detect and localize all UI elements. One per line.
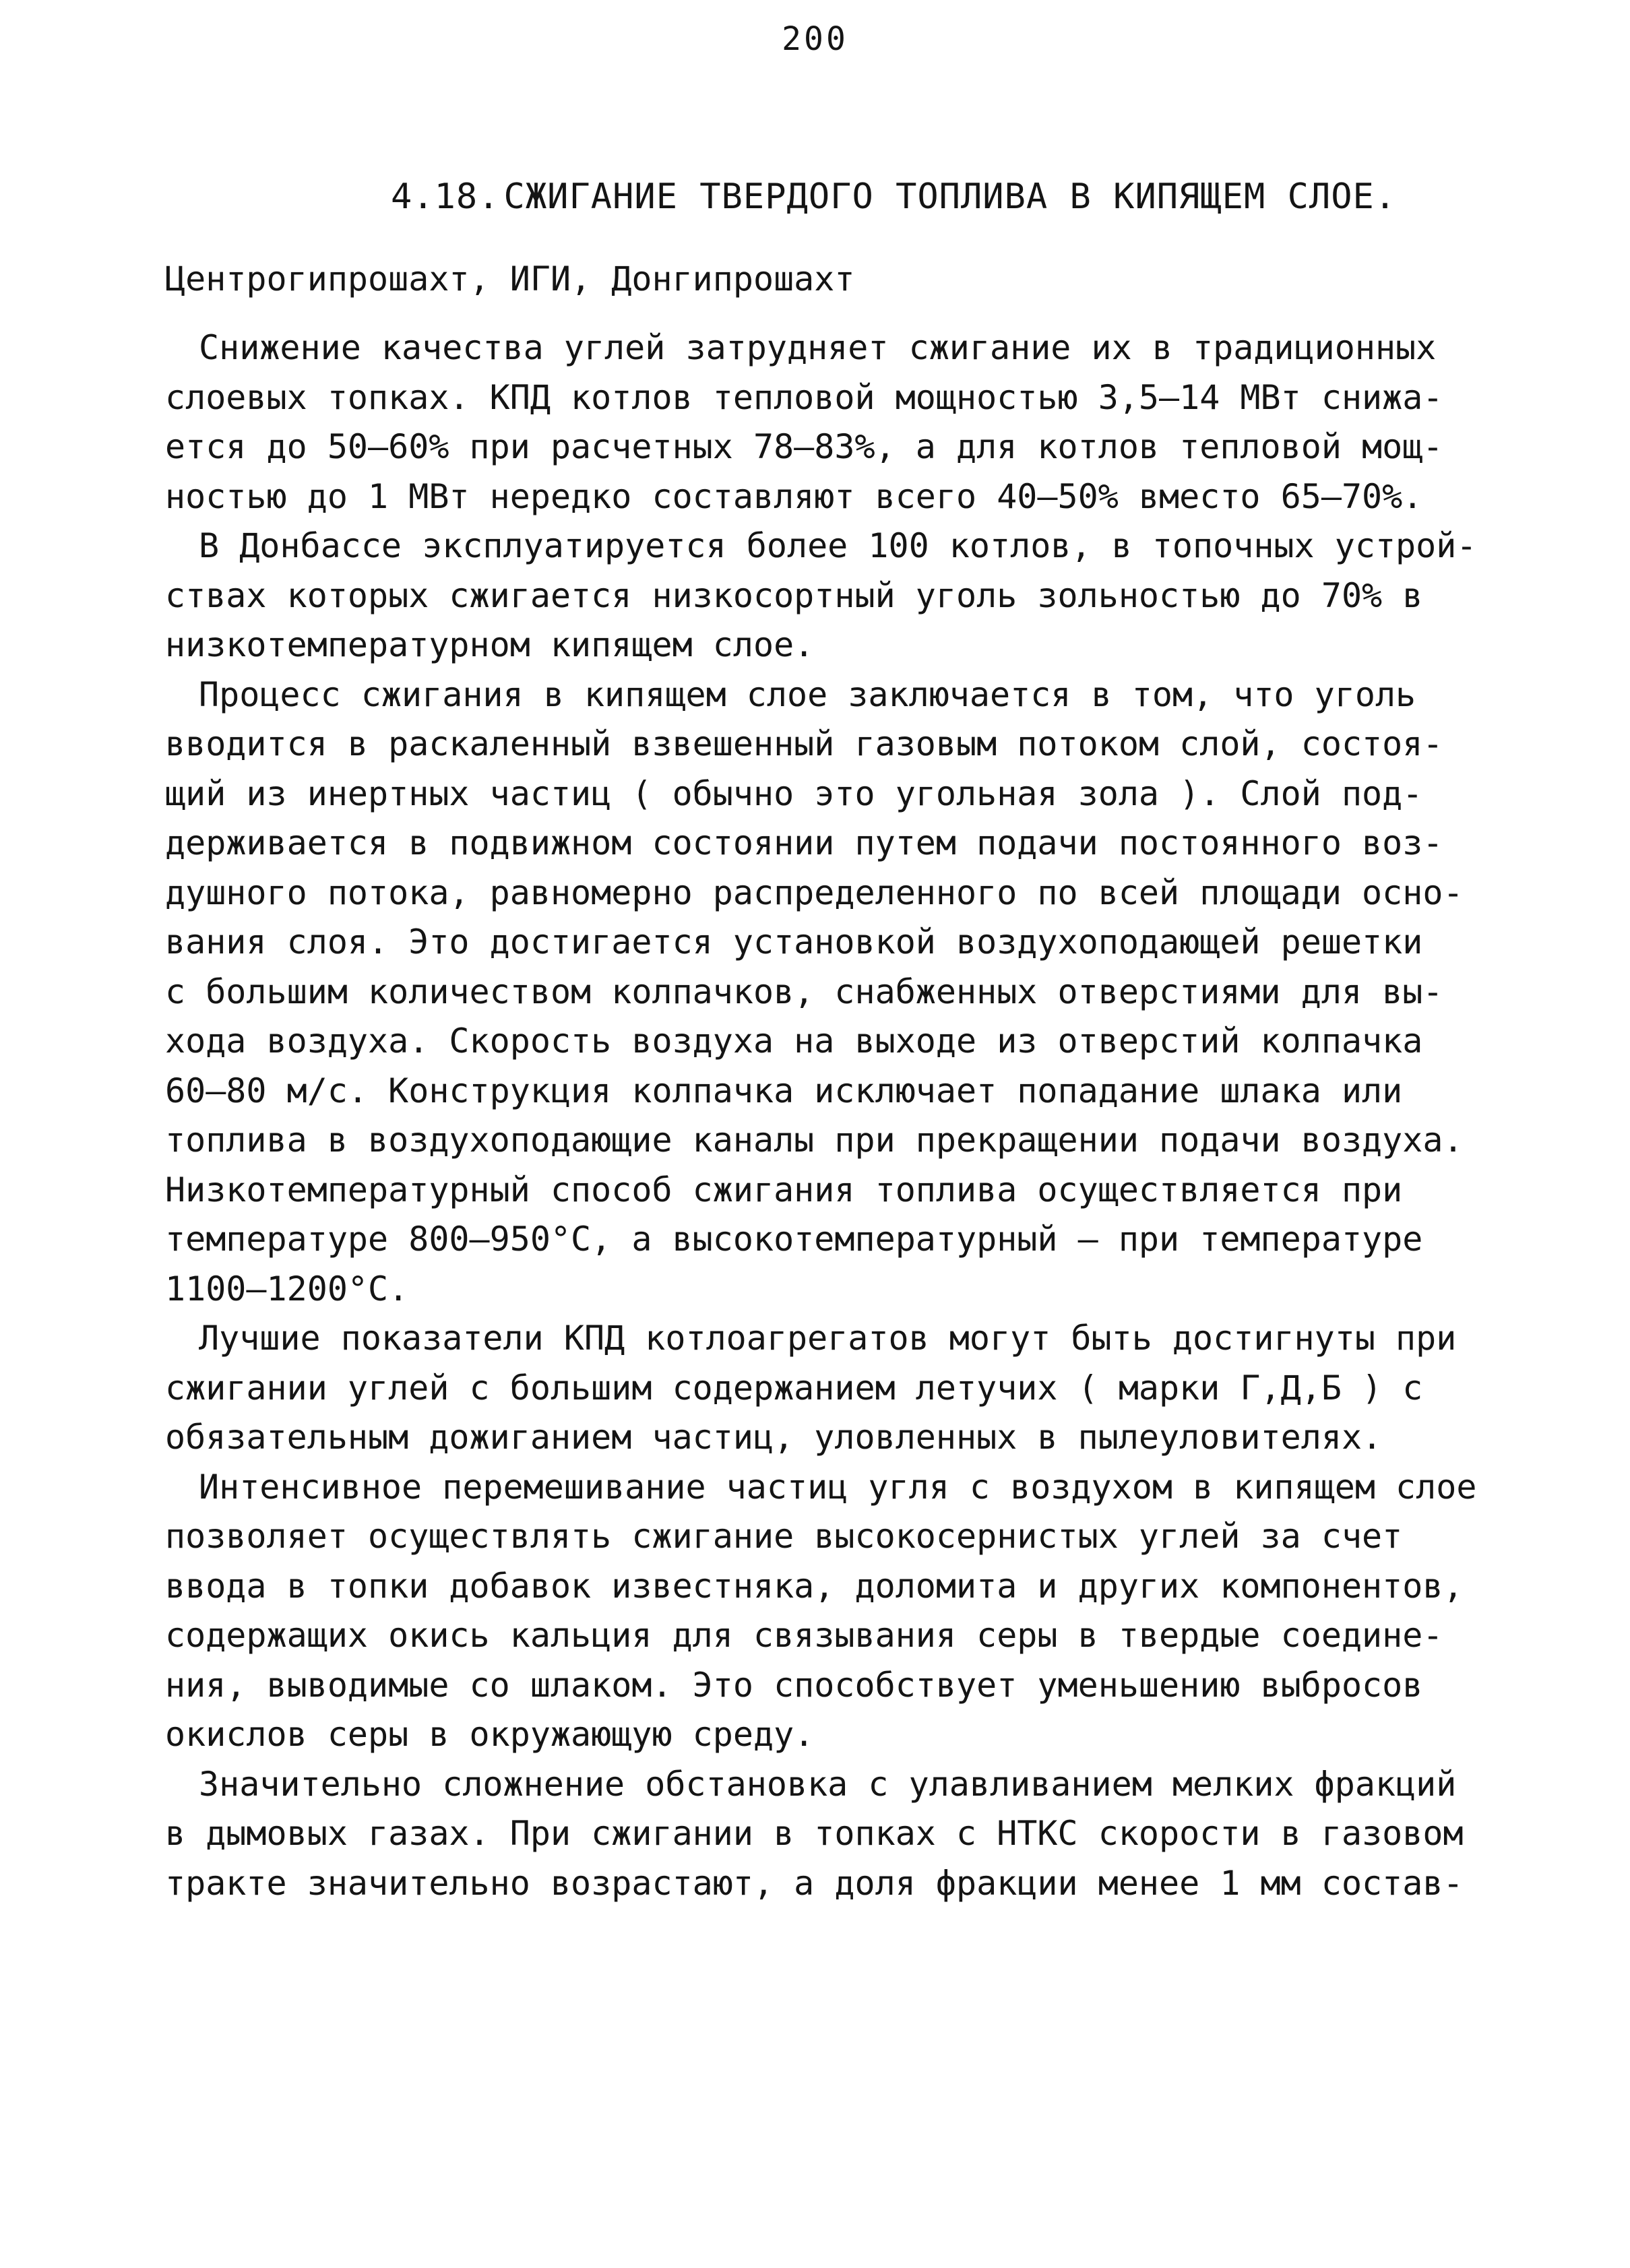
text-line: ствах которых сжигается низкосортный уголь зольностью до 70% в	[165, 575, 1423, 615]
paragraph	[131, 522, 1499, 670]
paragraph	[131, 670, 1499, 1315]
organizations-line: Центрогипрошахт, ИГИ, Донгипрошахт	[165, 259, 855, 298]
text-line: щий из инертных частиц ( обычно это угольная зола ). Слой под-	[165, 774, 1423, 813]
section-title	[391, 177, 1396, 217]
text-line: ния, выводимые со шлаком. Это способствует уменьшению выбросов	[165, 1665, 1423, 1705]
paragraph	[131, 1760, 1499, 1909]
body-text	[131, 323, 1499, 1908]
text-line: тракте значительно возрастают, а доля фракции менее 1 мм состав-	[165, 1863, 1464, 1903]
text-line: держивается в подвижном состоянии путем подачи постоянного воз-	[165, 823, 1443, 862]
section-title-text: СЖИГАНИЕ ТВЕРДОГО ТОПЛИВА В КИПЯЩЕМ СЛОЕ.	[503, 177, 1397, 217]
text-line: ввода в топки добавок известняка, доломита и других компонентов,	[165, 1566, 1464, 1606]
text-line: Значительно сложнение обстановка с улавливанием мелких фракций	[199, 1764, 1457, 1804]
text-line: ностью до 1 МВт нередко составляют всего 40–50% вместо 65–70%.	[165, 476, 1423, 516]
text-line: В Донбассе эксплуатируется более 100 котлов, в топочных устрой-	[199, 526, 1477, 565]
text-line: температуре 800–950°С, а высокотемпературный – при температуре	[165, 1220, 1423, 1259]
text-line: хода воздуха. Скорость воздуха на выходе из отверстий колпачка	[165, 1021, 1423, 1061]
text-line: сжигании углей с большим содержанием летучих ( марки Г,Д,Б ) с	[165, 1368, 1423, 1408]
text-line: низкотемпературном кипящем слое.	[165, 625, 815, 664]
text-line: окислов серы в окружающую среду.	[165, 1715, 815, 1754]
section-number: 4.18.	[391, 177, 500, 217]
paragraph	[131, 1314, 1499, 1463]
text-line: слоевых топках. КПД котлов тепловой мощностью 3,5–14 МВт снижа-	[165, 377, 1443, 417]
text-line: Процесс сжигания в кипящем слое заключается в том, что уголь	[199, 674, 1416, 714]
paragraph	[131, 323, 1499, 522]
text-line: вания слоя. Это достигается установкой воздухоподающей решетки	[165, 922, 1423, 962]
text-line: душного потока, равномерно распределенного по всей площади осно-	[165, 873, 1464, 912]
text-line: Лучшие показатели КПД котлоагрегатов могут быть достигнуты при	[199, 1319, 1457, 1358]
text-line: Низкотемпературный способ сжигания топлива осуществляется при	[165, 1170, 1403, 1209]
text-line: ется до 50–60% при расчетных 78–83%, а для котлов тепловой мощ-	[165, 427, 1443, 466]
text-line: содержащих окись кальция для связывания серы в твердые соедине-	[165, 1616, 1443, 1655]
paragraph	[131, 1463, 1499, 1760]
text-line: 60–80 м/с. Конструкция колпачка исключает попадание шлака или	[165, 1071, 1403, 1110]
text-line: обязательным дожиганием частиц, уловленных в пылеуловителях.	[165, 1418, 1383, 1457]
text-line: 1100–1200°С.	[165, 1269, 409, 1309]
text-line: позволяет осуществлять сжигание высокосернистых углей за счет	[165, 1517, 1403, 1556]
text-line: Снижение качества углей затрудняет сжигание их в традиционных	[199, 328, 1437, 367]
page-number: 200	[782, 20, 848, 58]
text-line: в дымовых газах. При сжигании в топках с НТКС скорости в газовом	[165, 1814, 1464, 1853]
text-line: Интенсивное перемешивание частиц угля с воздухом в кипящем слое	[199, 1467, 1477, 1507]
text-line: вводится в раскаленный взвешенный газовым потоком слой, состоя-	[165, 724, 1443, 763]
text-line: топлива в воздухоподающие каналы при прекращении подачи воздуха.	[165, 1121, 1464, 1160]
text-line: с большим количеством колпачков, снабженных отверстиями для вы-	[165, 972, 1443, 1011]
